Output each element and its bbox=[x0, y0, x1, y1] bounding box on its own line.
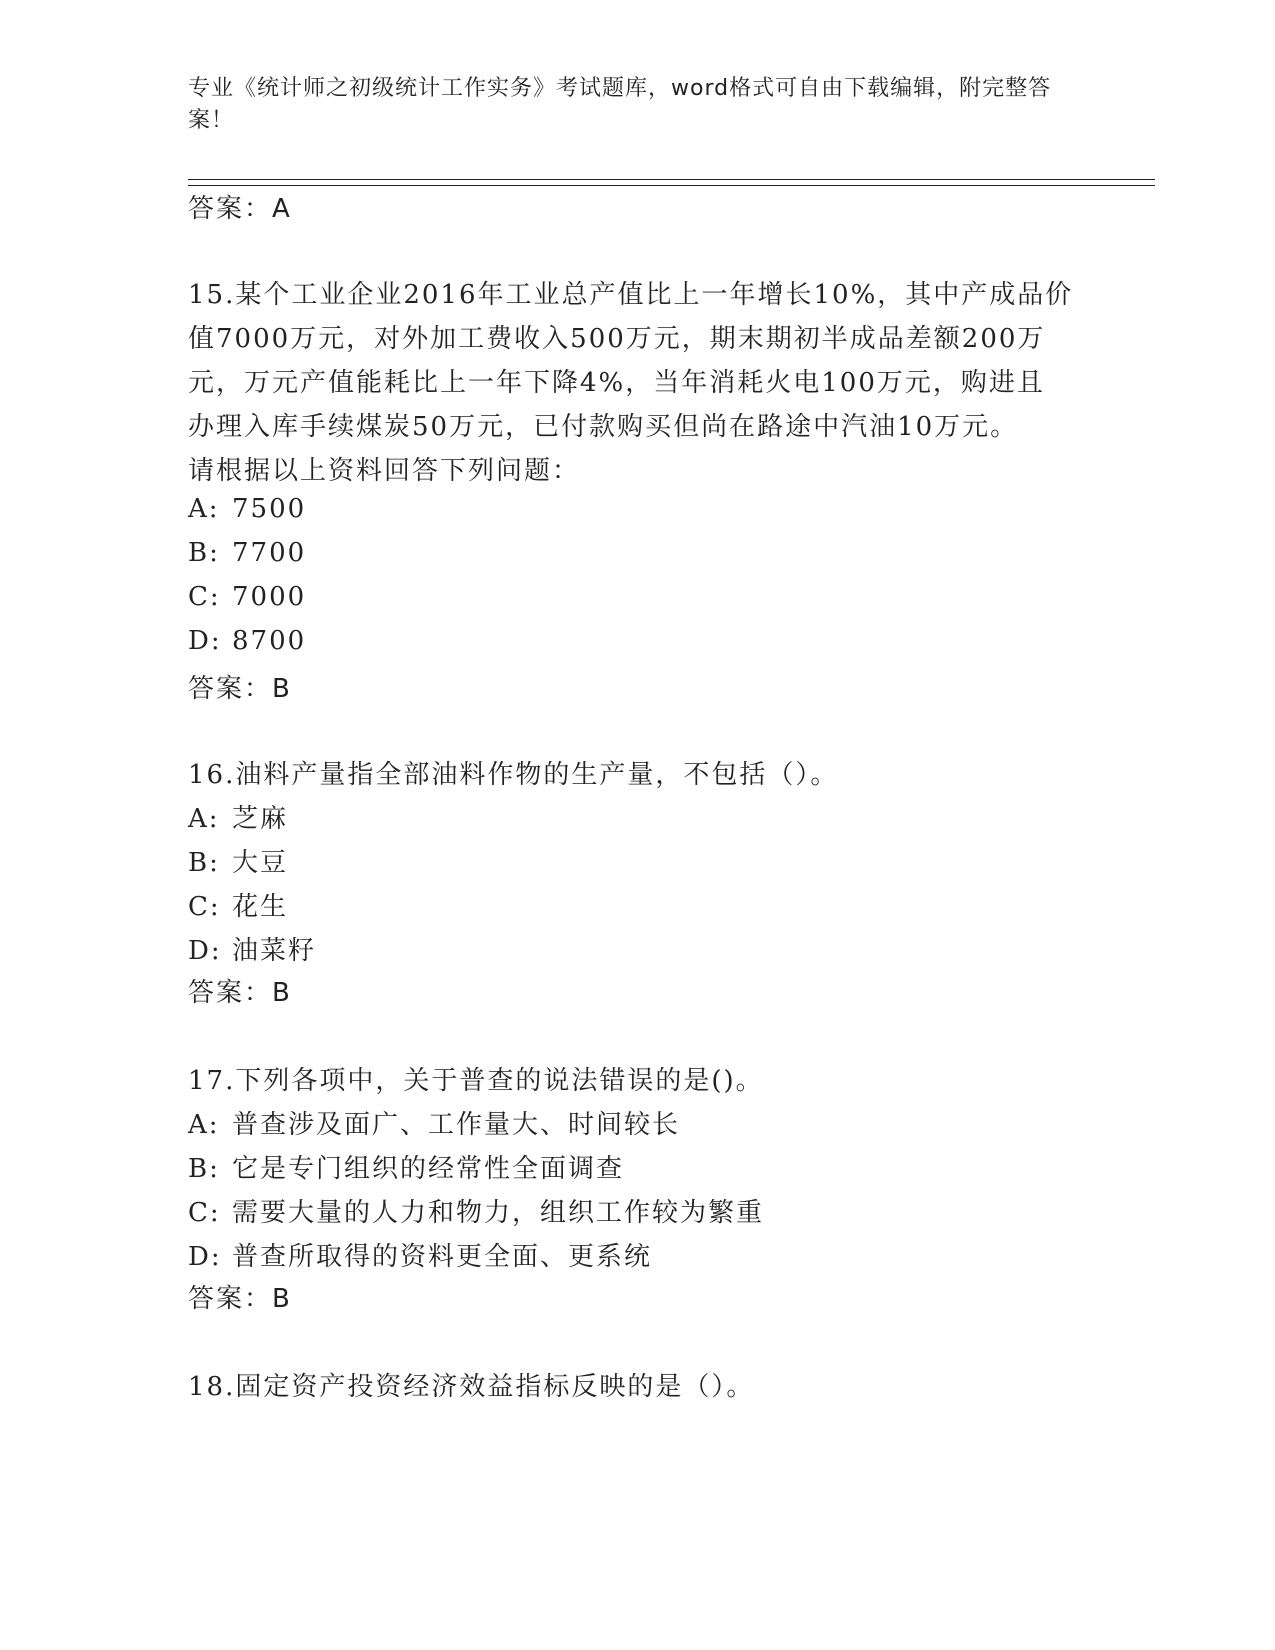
option-text: 7500 bbox=[232, 494, 307, 524]
question-15-line-2: 值7000万元，对外加工费收入500万元，期末期初半成品差额200万 bbox=[188, 324, 1046, 354]
option-text: 油菜籽 bbox=[232, 936, 317, 966]
question-17-answer: 答案：B bbox=[188, 1284, 292, 1314]
option-letter: B: bbox=[188, 848, 220, 878]
option-text: 普查所取得的资料更全面、更系统 bbox=[232, 1242, 653, 1272]
option-letter: B: bbox=[188, 1154, 220, 1184]
question-16-option-c bbox=[188, 886, 288, 923]
question-15-option-a bbox=[188, 494, 306, 524]
option-text: 芝麻 bbox=[232, 804, 289, 834]
option-letter: C: bbox=[188, 892, 221, 922]
question-15-line-1: 15.某个工业企业2016年工业总产值比上一年增长10%，其中产成品价 bbox=[188, 280, 1074, 310]
option-letter: C: bbox=[188, 582, 221, 612]
question-15-answer: 答案：B bbox=[188, 674, 292, 704]
question-15-line-5: 请根据以上资料回答下列问题： bbox=[188, 456, 581, 486]
option-text: 大豆 bbox=[232, 848, 289, 878]
previous-answer: 答案：A bbox=[188, 194, 292, 224]
question-17-option-c bbox=[188, 1192, 764, 1229]
question-17-line-1: 17.下列各项中，关于普查的说法错误的是()。 bbox=[188, 1066, 764, 1096]
question-15-line-4: 办理入库手续煤炭50万元，已付款购买但尚在路途中汽油10万元。 bbox=[188, 412, 1019, 442]
question-17-option-d bbox=[188, 1236, 652, 1273]
option-letter: A: bbox=[188, 804, 220, 834]
option-text: 普查涉及面广、工作量大、时间较长 bbox=[232, 1110, 681, 1140]
header-note: 专业《统计师之初级统计工作实务》考试题库，word格式可自由下载编辑，附完整答案！ bbox=[188, 76, 1052, 133]
question-15-option-d bbox=[188, 626, 306, 656]
option-letter: D: bbox=[188, 1242, 222, 1272]
question-18-line-1: 18.固定资产投资经济效益指标反映的是（）。 bbox=[188, 1372, 755, 1402]
option-text: 7700 bbox=[232, 538, 307, 568]
option-letter: A: bbox=[188, 494, 220, 524]
option-letter: B: bbox=[188, 538, 220, 568]
question-16-option-d bbox=[188, 930, 316, 967]
question-15-option-c bbox=[188, 582, 306, 612]
option-letter: A: bbox=[188, 1110, 220, 1140]
question-17-option-a bbox=[188, 1104, 680, 1141]
header-divider-top bbox=[188, 179, 1155, 180]
option-text: 7000 bbox=[232, 582, 307, 612]
question-16-line-1: 16.油料产量指全部油料作物的生产量，不包括（）。 bbox=[188, 760, 839, 790]
option-letter: D: bbox=[188, 936, 222, 966]
question-16-answer: 答案：B bbox=[188, 978, 292, 1008]
question-15-option-b bbox=[188, 538, 306, 568]
question-17-option-b bbox=[188, 1148, 624, 1185]
option-text: 它是专门组织的经常性全面调查 bbox=[232, 1154, 625, 1184]
option-text: 需要大量的人力和物力，组织工作较为繁重 bbox=[232, 1198, 765, 1228]
option-text: 8700 bbox=[232, 626, 307, 656]
question-15-line-3: 元，万元产值能耗比上一年下降4%，当年消耗火电100万元，购进且 bbox=[188, 368, 1045, 398]
option-text: 花生 bbox=[232, 892, 289, 922]
question-16-option-b bbox=[188, 842, 288, 879]
question-16-option-a bbox=[188, 798, 288, 835]
header-divider-bottom bbox=[188, 185, 1155, 186]
option-letter: D: bbox=[188, 626, 222, 656]
option-letter: C: bbox=[188, 1198, 221, 1228]
